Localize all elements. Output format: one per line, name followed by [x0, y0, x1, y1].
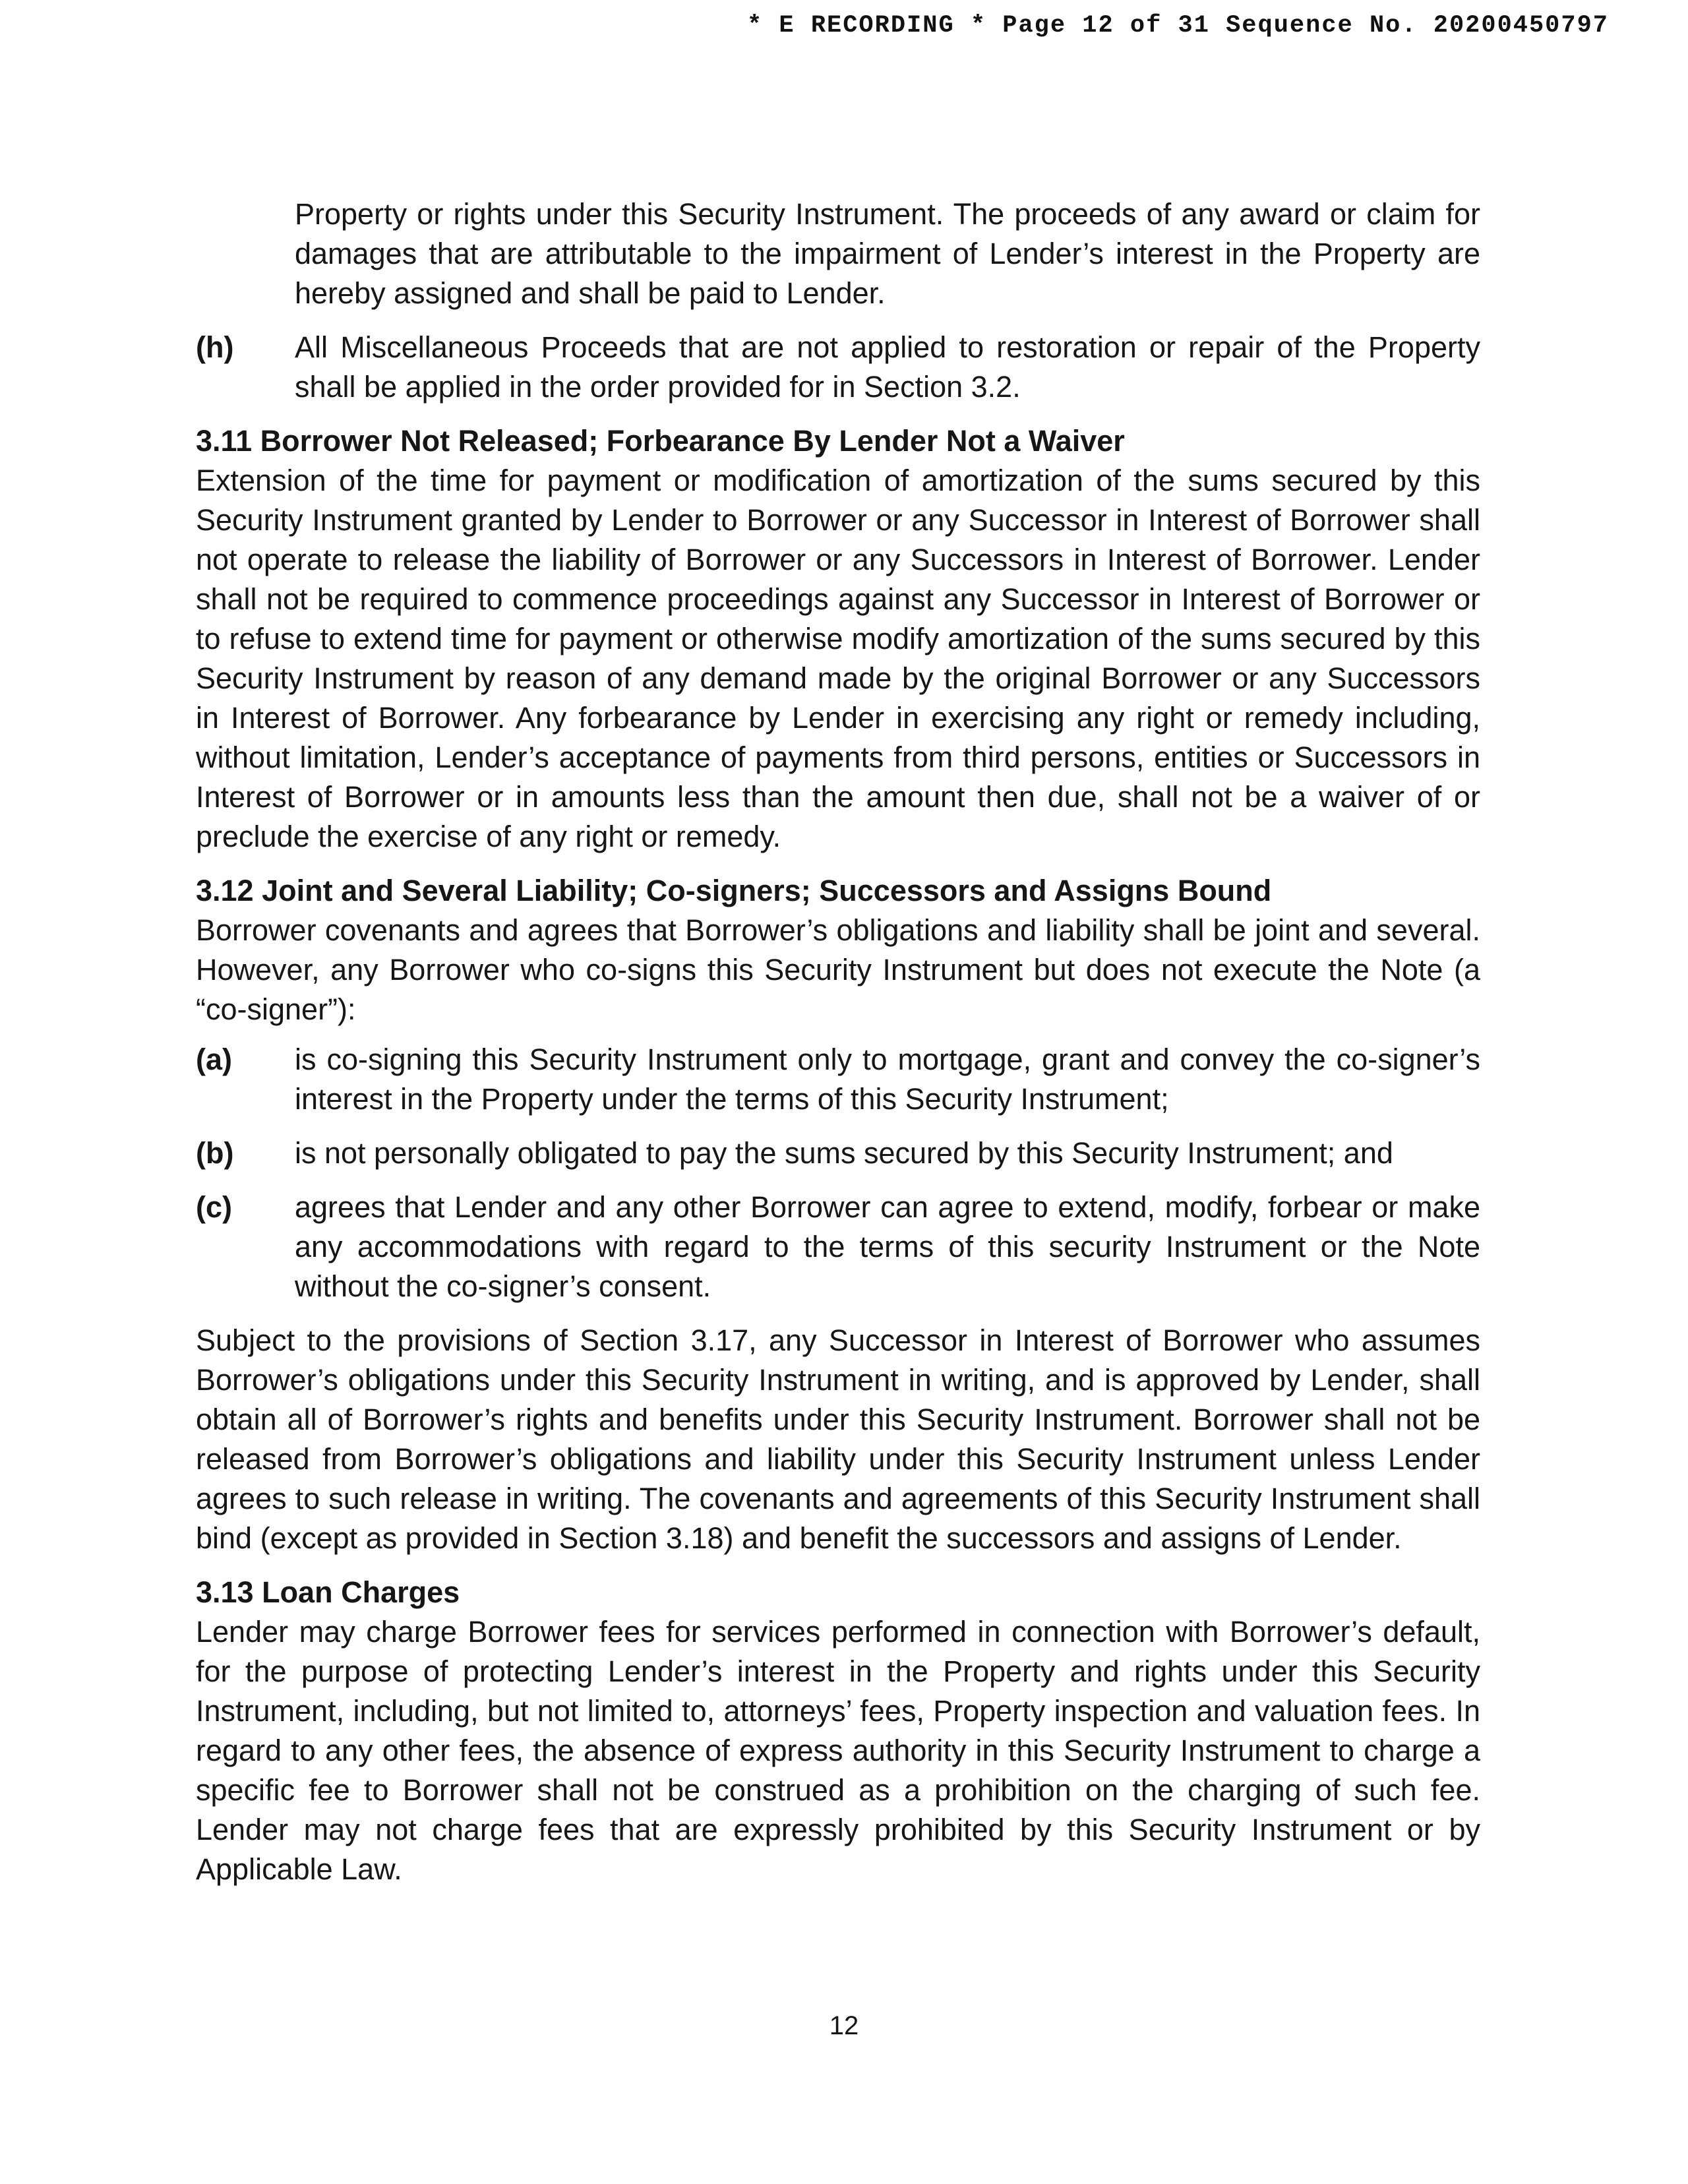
recording-header: * E RECORDING * Page 12 of 31 Sequence No. 20200450797 — [747, 12, 1609, 40]
cosigner-list — [196, 1040, 1480, 1306]
section-heading: 3.13 Loan Charges — [196, 1575, 460, 1609]
list-marker: (a) — [196, 1043, 232, 1076]
list-marker: (b) — [196, 1136, 234, 1170]
list-item-text: agrees that Lender and any other Borrower can agree to extend, modify, forbear or make any accommodations with regard to the terms of this security Instrument or the Note without the co-signer’s consent. — [295, 1190, 1480, 1303]
section-intro: Borrower covenants and agrees that Borrower’s obligations and liability shall be joint and several. However, any Borrower who co-signs this Security Instrument but does not execute the Note (a “co-signer”): — [196, 913, 1480, 1026]
section-heading: 3.12 Joint and Several Liability; Co-signers; Successors and Assigns Bound — [196, 874, 1272, 907]
list-item-text: All Miscellaneous Proceeds that are not applied to restoration or repair of the Property shall be applied in the order provided for in Section 3.2. — [295, 330, 1480, 404]
section-3-11 — [196, 421, 1480, 857]
section-heading: 3.11 Borrower Not Released; Forbearance By Lender Not a Waiver — [196, 424, 1125, 458]
list-item-b — [196, 1134, 1480, 1173]
section-body: Lender may charge Borrower fees for services performed in connection with Borrower’s default, for the purpose of protecting Lender’s interest in the Property and rights under this Security Instrument, including, but not limited to, attorneys’ fees, Property inspection and valuation fees. In regard to any other fees, the absence of express authority in this Security Instrument to charge a specific fee to Borrower shall not be construed as a prohibition on the charging of such fee. Lender may not charge fees that are expressly prohibited by this Security Instrument or by Applicable Law. — [196, 1615, 1480, 1886]
list-marker: (h) — [196, 330, 234, 364]
page-number: 12 — [829, 2011, 859, 2040]
list-marker: (c) — [196, 1190, 232, 1224]
section-3-12 — [196, 871, 1480, 1558]
section-3-13 — [196, 1573, 1480, 1889]
list-item-a — [196, 1040, 1480, 1119]
list-item-text: is co-signing this Security Instrument only to mortgage, grant and convey the co-signer’s interest in the Property under the terms of this Security Instrument; — [295, 1043, 1480, 1116]
list-item-text: is not personally obligated to pay the sums secured by this Security Instrument; and — [295, 1136, 1393, 1170]
document-body — [196, 195, 1480, 1904]
section-body: Extension of the time for payment or modification of amortization of the sums secured by this Security Instrument granted by Lender to Borrower or any Successor in Interest of Borrower shall not operate to release the liability of Borrower or any Successors in Interest of Borrower. Lender shall not be required to commence proceedings against any Successor in Interest of Borrower or to refuse to extend time for payment or otherwise modify amortization of the sums secured by this Security Instrument by reason of any demand made by the original Borrower or any Successors in Interest of Borrower. Any forbearance by Lender in exercising any right or remedy including, without limitation, Lender’s acceptance of payments from third persons, entities or Successors in Interest of Borrower or in amounts less than the amount then due, shall not be a waiver of or preclude the exercise of any right or remedy. — [196, 464, 1480, 853]
list-item-h — [196, 328, 1480, 407]
list-item-c — [196, 1188, 1480, 1306]
section-closing: Subject to the provisions of Section 3.17, any Successor in Interest of Borrower who assumes Borrower’s obligations under this Security Instrument in writing, and is approved by Lender, shall obtain all of Borrower’s rights and benefits under this Security Instrument. Borrower shall not be released from Borrower’s obligations and liability under this Security Instrument unless Lender agrees to such release in writing. The covenants and agreements of this Security Instrument shall bind (except as provided in Section 3.18) and benefit the successors and assigns of Lender. — [196, 1323, 1480, 1555]
continuation-paragraph: Property or rights under this Security Instrument. The proceeds of any award or claim for damages that are attributable to the impairment of Lender’s interest in the Property are hereby assigned and shall be paid to Lender. — [295, 197, 1480, 310]
